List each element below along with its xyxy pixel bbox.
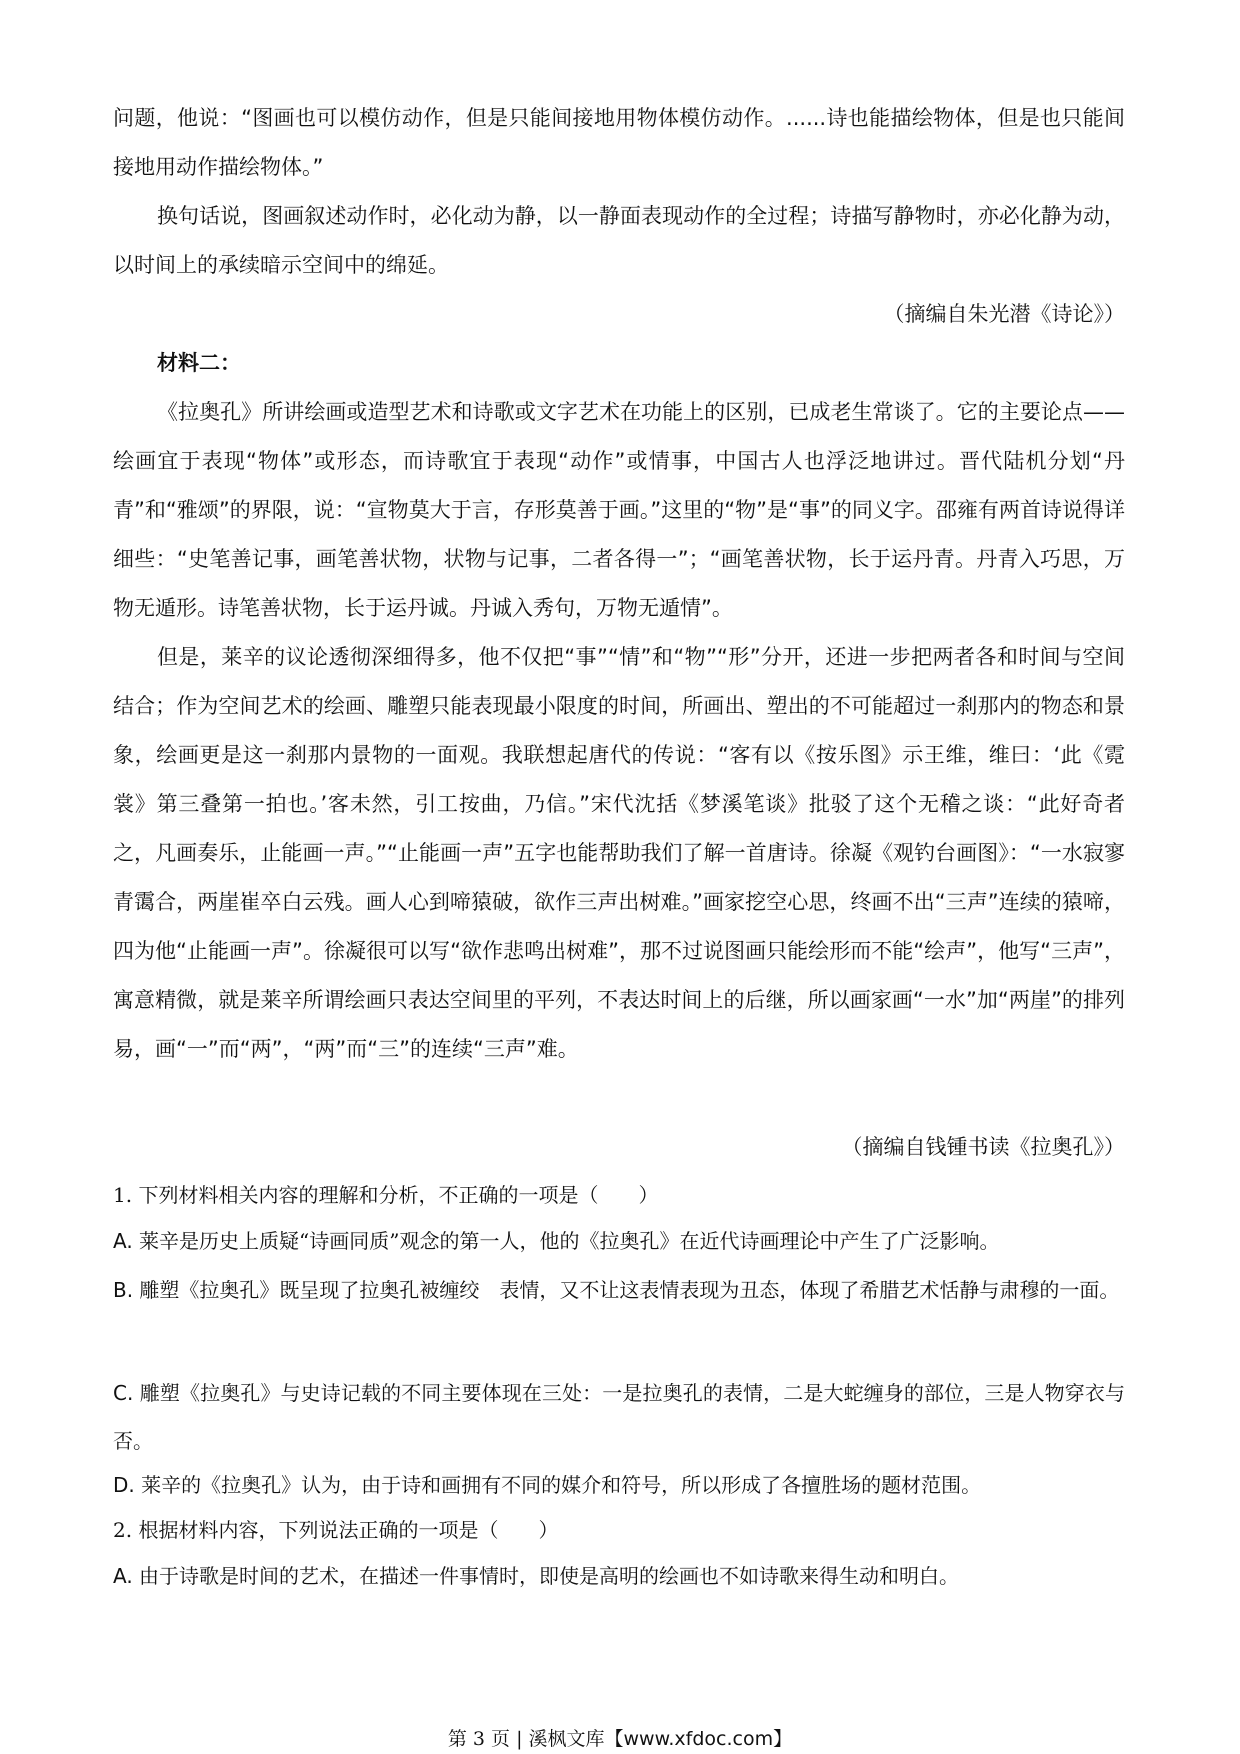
option-text: 莱辛是历史上质疑“诗画同质”观念的第一人，他的《拉奥孔》在近代诗画理论中产生了广泛影响。	[132, 1229, 1000, 1253]
question-1-stem: 1. 下列材料相关内容的理解和分析，不正确的一项是（ ）	[113, 1183, 659, 1207]
question-2-stem: 2. 根据材料内容，下列说法正确的一项是（ ）	[113, 1518, 559, 1542]
option-label: D.	[113, 1473, 135, 1497]
option-text: 莱辛的《拉奥孔》认为，由于诗和画拥有不同的媒介和符号，所以形成了各擅胜场的题材范围。	[134, 1473, 982, 1497]
page-footer	[0, 1727, 1240, 1751]
material-one-source: （摘编自朱光潜《诗论》）	[883, 302, 1125, 326]
option-text: 由于诗歌是时间的艺术，在描述一件事情时，即使是高明的绘画也不如诗歌来得生动和明白。	[132, 1564, 960, 1588]
material-two-paragraph: 《拉奥孔》所讲绘画或造型艺术和诗歌或文字艺术在功能上的区别，已成老生常谈了。它的主要论点——绘画宜于表现“物体”或形态，而诗歌宜于表现“动作”或情事，中国古人也浮泛地讲过。晋代陆机分划“丹青”和“雅颂”的界限，说：“宣物莫大于言，存形莫善于画。”这里的“物”是“事”的同义字。邵雍有两首诗说得详细些：“史笔善记事，画笔善状物，状物与记事，二者各得一”；“画笔善状物，长于运丹青。丹青入巧思，万物无遁形。诗笔善状物，长于运丹诚。丹诚入秀句，万物无遁情”。	[113, 400, 1125, 620]
material-two-paragraph: 但是，莱辛的议论透彻深细得多，他不仅把“事”“情”和“物”“形”分开，还进一步把两者各和时间与空间结合；作为空间艺术的绘画、雕塑只能表现最小限度的时间，所画出、塑出的不可能超过一刹那内的物态和景象，绘画更是这一刹那内景物的一面观。我联想起唐代的传说：“客有以《按乐图》示王维，维曰：‘此《霓裳》第三叠第一拍也。’客未然，引工按曲，乃信。”宋代沈括《梦溪笔谈》批驳了这个无稽之谈：“此好奇者之，凡画奏乐，止能画一声。”“止能画一声”五字也能帮助我们了解一首唐诗。徐凝《观钓台画图》：“一水寂寥青霭合，两崖崔卒白云残。画人心到啼猿破，欲作三声出树难。”画家挖空心思，终画不出“三声”连续的猿啼，四为他“止能画一声”。徐凝很可以写“欲作悲鸣出树难”，那不过说图画只能绘形而不能“绘声”，他写“三声”，寓意精微，就是莱辛所谓绘画只表达空间里的平列，不表达时间上的后继，所以画家画“一水”加“两崖”的排列易，画“一”而“两”，“两”而“三”的连续“三声”难。	[113, 645, 1125, 1061]
option-text: 雕塑《拉奥孔》既呈现了拉奥孔被缠绞 表情，又不让这表情表现为丑态，体现了希腊艺术恬静与肃穆的一面。	[133, 1278, 1120, 1302]
option-label: B.	[113, 1278, 134, 1302]
material-one-paragraph: 换句话说，图画叙述动作时，必化动为静，以一静面表现动作的全过程；诗描写静物时，亦必化静为动，以时间上的承续暗示空间中的绵延。	[113, 204, 1125, 277]
footer-bracket: 】	[773, 1728, 793, 1750]
question-1-option-d	[113, 1462, 1125, 1508]
option-text: 雕塑《拉奥孔》与史诗记载的不同主要体现在三处：一是拉奥孔的表情，二是大蛇缠身的部位，三是人物穿衣与否。	[113, 1381, 1125, 1453]
question-1-option-c	[113, 1369, 1125, 1465]
material-two-heading: 材料二：	[157, 351, 241, 375]
option-label: A.	[113, 1564, 133, 1588]
footer-website-link[interactable]: www.xfdoc.com	[623, 1728, 774, 1750]
material-two-source: （摘编自钱锺书读《拉奥孔》）	[841, 1135, 1125, 1159]
question-2-option-a	[113, 1553, 1125, 1599]
footer-page-number: 第 3 页 | 溪枫文库【	[447, 1728, 624, 1750]
material-one-paragraph: 问题，他说：“图画也可以模仿动作，但是只能间接地用物体模仿动作。......诗也能描绘物体，但是也只能间接地用动作描绘物体。”	[113, 106, 1125, 179]
question-1-option-b	[113, 1258, 1125, 1322]
option-label: A.	[113, 1229, 133, 1253]
option-label: C.	[113, 1381, 134, 1405]
